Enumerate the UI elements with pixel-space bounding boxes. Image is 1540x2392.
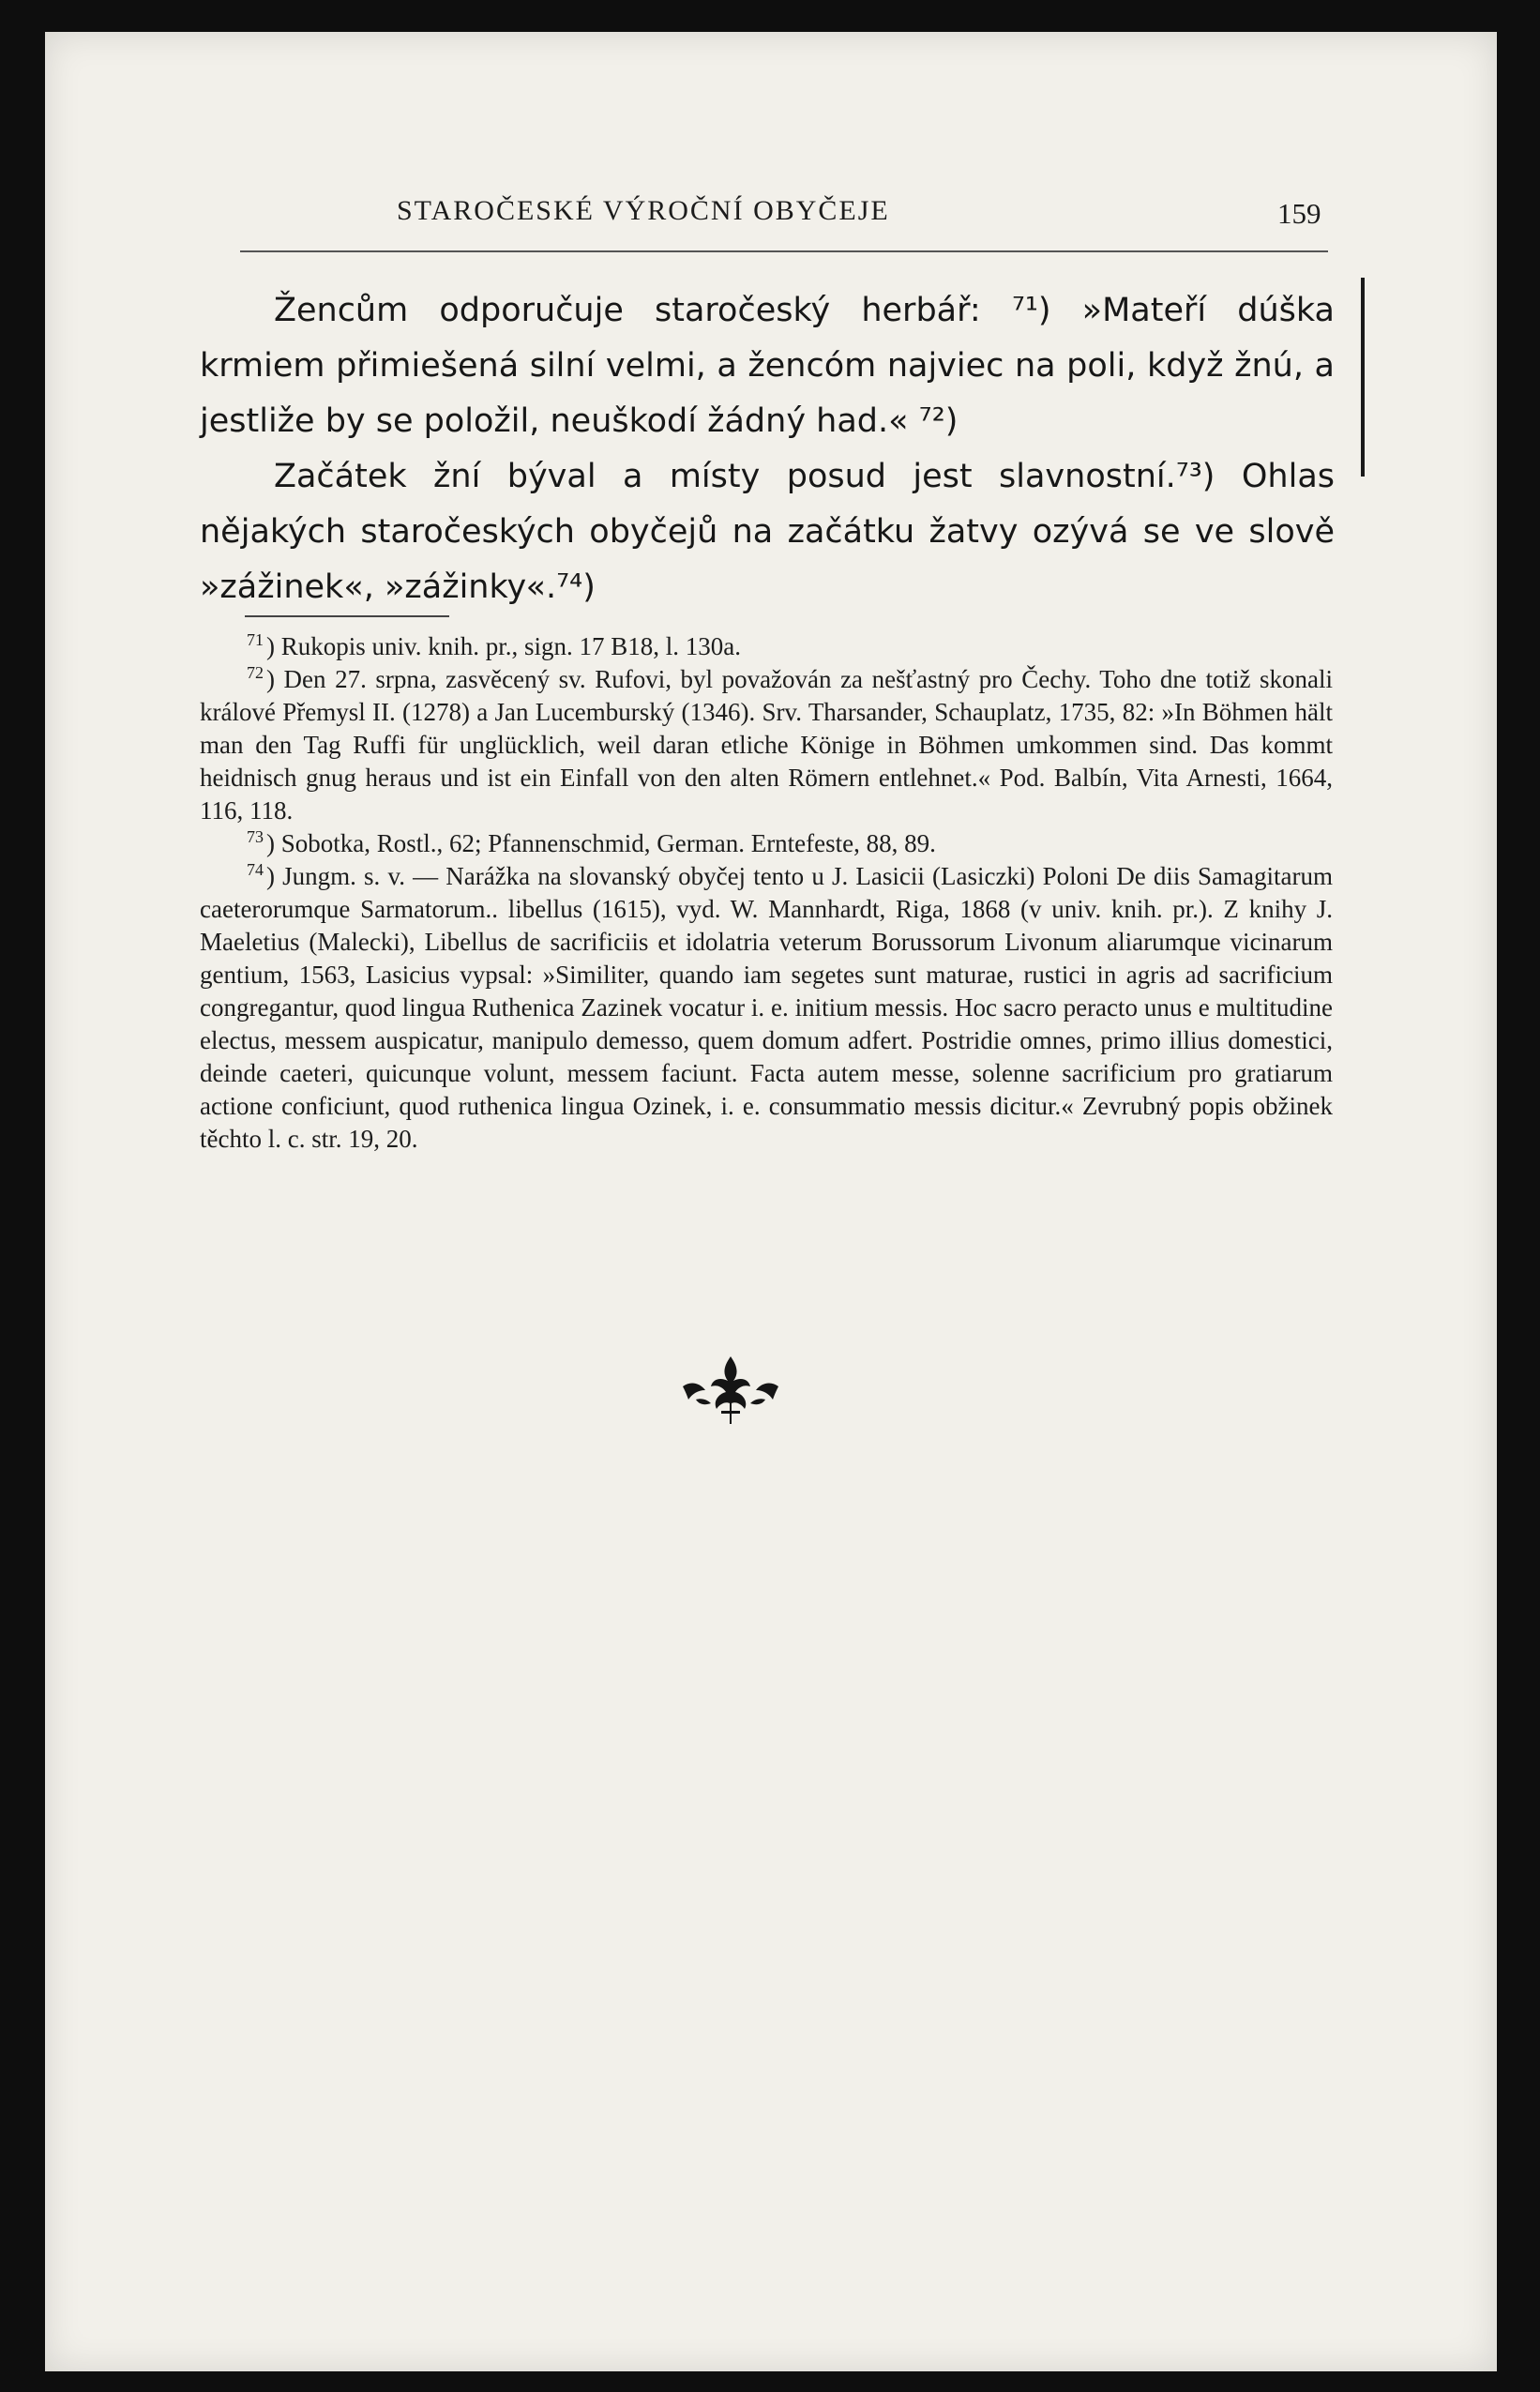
footnote-number: 74 bbox=[247, 860, 264, 879]
footnote-rule bbox=[245, 615, 449, 617]
footnote-number: 71 bbox=[247, 630, 264, 649]
main-text bbox=[200, 283, 1335, 615]
footnotes bbox=[200, 630, 1333, 1156]
footnote-74: $^{74}$ ) Jungm. s. v. — Narážka na slovanský obyčej tento u J. Lasicii (Lasiczki) Poloni De diis Samagitarum caeterorumque Sarmatorum.. libellus (1615), vyd. W. Mannhardt, Riga, 1868 (v univ. knih. pr.). Z knihy J. Maeletius (Malecki), Libellus de sacrificiis et idolatria veterum Borussorum Livonum aliarumque vicinarum gentium, 1563, Lasicius vypsal: »Similiter, quando iam segetes sunt maturae, rustici in agris ad sacrificium congregantur, quod lingua Ruthenica Zazinek vocatur i. e. initium messis. Hoc sacro peracto unus e multitudine electus, messem auspicatur, manipulo demesso, quem domum adfert. Postridie omnes, primo illius domestici, deinde caeteri, quicunque volunt, messem faciunt. Facta autem messe, solenne sacrificium pro gratiarum actione conficiunt, quod ruthenica lingua Ozinek, i. e. consummatio messis dicitur.« Zevrubný popis obžinek těchto l. c. str. 19, 20. bbox=[200, 860, 1333, 1153]
footnote-number: 72 bbox=[247, 663, 264, 682]
fleuron-icon bbox=[679, 1353, 782, 1428]
footnote-text: Sobotka, Rostl., 62; Pfannenschmid, German. Erntefeste, 88, 89. bbox=[280, 829, 936, 857]
paragraph: Začátek žní býval a místy posud jest slavnostní.⁷³) Ohlas nějakých staročeských obyčejů na začátku žatvy ozývá se ve slově »zážinek«, »zážinky«.⁷⁴) bbox=[200, 458, 1335, 606]
book-page bbox=[45, 32, 1497, 2371]
header-rule bbox=[45, 250, 1497, 252]
running-header bbox=[45, 173, 1497, 229]
footnote-73: $^{73}$ ) Sobotka, Rostl., 62; Pfannenschmid, German. Erntefeste, 88, 89. bbox=[247, 827, 936, 857]
footnote-text: Rukopis univ. knih. pr., sign. 17 B18, l. 130a. bbox=[280, 632, 742, 660]
footnote-number: 73 bbox=[247, 827, 264, 846]
running-title: STAROČESKÉ VÝROČNÍ OBYČEJE bbox=[397, 195, 890, 226]
page-number: 159 bbox=[1277, 197, 1321, 230]
margin-mark bbox=[1361, 278, 1365, 477]
footnote-71: $^{71}$ ) Rukopis univ. knih. pr., sign. 17 B18, l. 130a. bbox=[247, 630, 742, 660]
paragraph: Žencům odporučuje staročeský herbář: ⁷¹) »Mateří dúška krmiem přimiešená silní velmi, a žencóm najviec na poli, když žnú, a jestliže by se položil, neuškodí žádný had.« ⁷²) bbox=[200, 292, 1335, 440]
footnote-text: Den 27. srpna, zasvěcený sv. Rufovi, byl považován za nešťastný pro Čechy. Toho dne totiž skonali králové Přemysl II. (1278) a Jan Lucemburský (1346). Srv. Tharsander, Schauplatz, 1735, 82: »In Böhmen hält man den Tag Ruffi für unglücklich, weil daran etliche Könige in Böhmen umkommen sind. Das kommt heidnisch gnug heraus und ist ein Einfall von den alten Römern entlehnet.« Pod. Balbín, Vita Arnesti, 1664, 116, 118. bbox=[200, 665, 1333, 825]
footnote-text: Jungm. s. v. — Narážka na slovanský obyčej tento u J. Lasicii (Lasiczki) Poloni De diis Samagitarum caeterorumque Sarmatorum.. libellus (1615), vyd. W. Mannhardt, Riga, 1868 (v univ. knih. pr.). Z knihy J. Maeletius (Malecki), Libellus de sacrificiis et idolatria veterum Borussorum Livonum aliarumque vicinarum gentium, 1563, Lasicius vypsal: »Similiter, quando iam segetes sunt maturae, rustici in agris ad sacrificium congregantur, quod lingua Ruthenica Zazinek vocatur i. e. initium messis. Hoc sacro peracto unus e multitudine electus, messem auspicatur, manipulo demesso, quem domum adfert. Postridie omnes, primo illius domestici, deinde caeteri, quicunque volunt, messem faciunt. Facta autem messe, solenne sacrificium pro gratiarum actione conficiunt, quod ruthenica lingua Ozinek, i. e. consummatio messis dicitur.« Zevrubný popis obžinek těchto l. c. str. 19, 20. bbox=[200, 862, 1333, 1153]
footnote-72: $^{72}$ ) Den 27. srpna, zasvěcený sv. Rufovi, byl považován za nešťastný pro Čechy. Toho dne totiž skonali králové Přemysl II. (1278) a Jan Lucemburský (1346). Srv. Tharsander, Schauplatz, 1735, 82: »In Böhmen hält man den Tag Ruffi für unglücklich, weil daran etliche Könige in Böhmen umkommen sind. Das kommt heidnisch gnug heraus und ist ein Einfall von den alten Römern entlehnet.« Pod. Balbín, Vita Arnesti, 1664, 116, 118. bbox=[200, 663, 1333, 825]
